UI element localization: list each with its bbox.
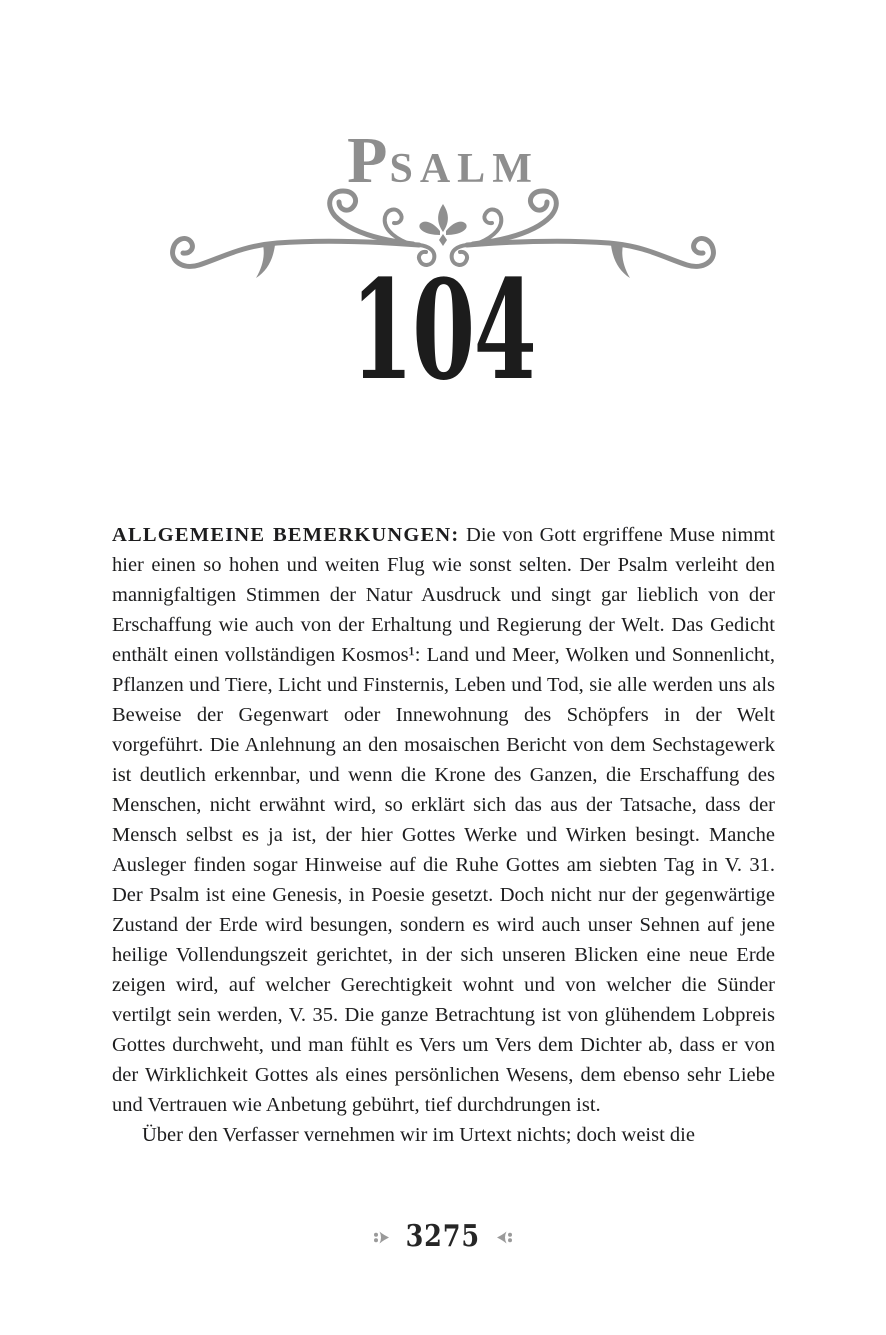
- fleur-de-lis-icon: [419, 204, 466, 246]
- paragraph-1-text: Die von Gott ergriffene Muse nimmt hier einen so hohen und weiten Flug wie sonst selten. Der Psalm verleiht den mannigfaltigen Stimmen der Natur Ausdruck und singt gar lieblich von der Erschaffung wie auch von der Erhaltung und Regierung der Welt. Das Gedicht enthält einen vollständigen Kosmos¹: Land und Meer, Wolken und Sonnenlicht, Pflanzen und Tiere, Licht und Finsternis, Leben und Tod, sie alle werden uns als Beweise der Gegenwart oder Innewohnung des Schöpfers in der Welt vorgeführt. Die Anlehnung an den mosaischen Bericht von dem Sechstagewerk ist deutlich erkennbar, und wenn die Krone des Ganzen, die Erschaffung des Menschen, nicht erwähnt wird, so erklärt sich das aus der Tatsache, dass der Mensch selbst es ja ist, der hier Gottes Werke und Wirken besingt. Manche Ausleger finden sogar Hinweise auf die Ruhe Gottes am siebten Tag in V. 31. Der Psalm ist eine Genesis, in Poesie gesetzt. Doch nicht nur der gegenwärtige Zustand der Erde wird besungen, sondern es wird auch unser Sehnen auf jene heilige Vollendungszeit gerichtet, in der sich unseren Blicken eine neue Erde zeigen wird, auf welcher Gerechtigkeit wohnt und von welcher die Sünder vertilgt sein werden, V. 35. Die ganze Betrachtung ist von glühendem Lobpreis Gottes durchweht, und man fühlt es Vers um Vers dem Dichter ab, dass er von der Wirklichkeit Gottes als eines persönlichen Wesens, dem ebenso sehr Liebe und Vertrauen wie Anbetung gebührt, tief durchdrungen ist.: [112, 524, 775, 1116]
- page-title-rest: SALM: [389, 146, 539, 192]
- page-title: [0, 124, 886, 197]
- chapter-number: 104: [350, 250, 536, 411]
- fleuron-left-icon: [496, 1230, 514, 1245]
- commentary-text: [112, 520, 775, 1150]
- paragraph-2: [112, 1120, 775, 1150]
- paragraph-2-text: Über den Verfasser vernehmen wir im Urtext nichts; doch weist die: [142, 1124, 695, 1146]
- fleuron-right-icon: [372, 1230, 390, 1245]
- page-title-initial: P: [347, 124, 390, 197]
- page-number: 3275: [405, 1219, 481, 1254]
- page-footer: [0, 1219, 886, 1254]
- section-lead-in: ALLGEMEINE BEMERKUNGEN:: [112, 524, 460, 546]
- paragraph-general-remarks: [112, 520, 775, 1120]
